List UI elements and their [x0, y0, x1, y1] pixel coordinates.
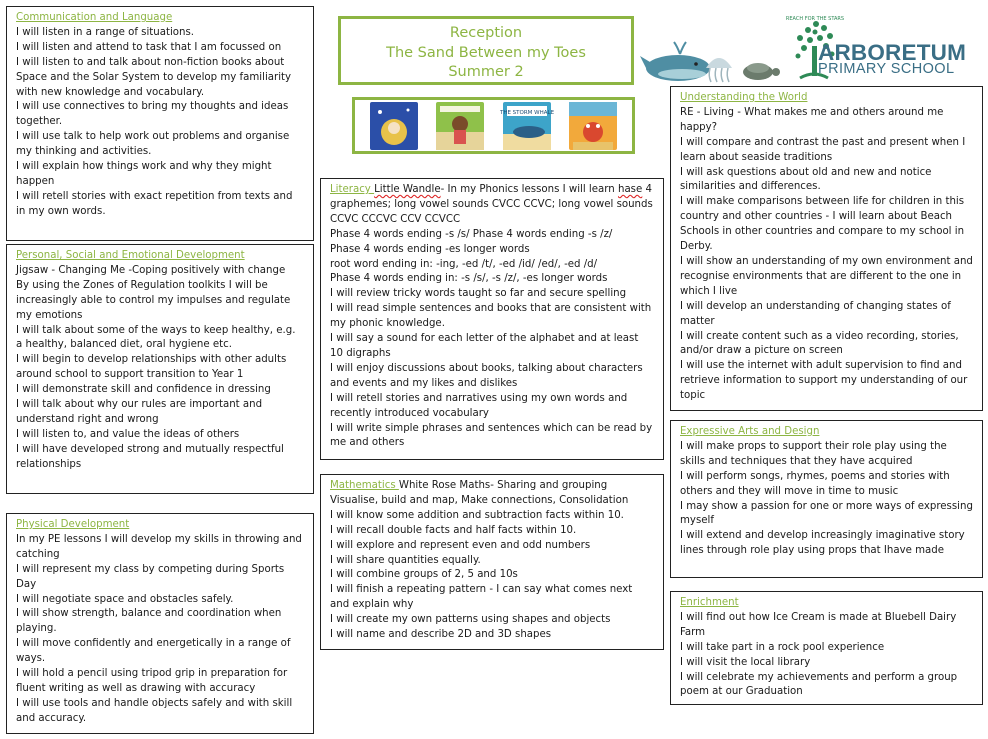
psed-heading: Personal, Social and Emotional Development	[16, 250, 245, 261]
list-item: Phase 4 words ending -es longer words	[330, 243, 530, 255]
book-cover-4-art-icon	[569, 102, 617, 150]
list-item: I will recall double facts and half facts within 10.	[330, 524, 577, 536]
literacy-intro-a: Little Wandle	[374, 184, 441, 195]
literacy-panel	[320, 178, 664, 460]
page-title	[338, 16, 634, 85]
physical-development-panel	[6, 513, 314, 734]
list-item: I will show strength, balance and coordination when playing.	[16, 608, 282, 635]
list-item: I will use talk to help work out problems and organise my thinking and activities.	[16, 131, 290, 158]
list-item: I will review tricky words taught so far and secure spelling	[330, 288, 627, 300]
book-cover-2	[436, 102, 484, 150]
list-item: I will move confidently and energetically in a range of ways.	[16, 638, 291, 665]
list-item: Jigsaw - Changing Me -Coping positively with change	[16, 264, 286, 276]
list-item: I will begin to develop relationships with other adults around school to support transition to Year 1	[16, 354, 287, 381]
literacy-heading: Literacy	[330, 184, 375, 195]
communication-language-panel	[6, 6, 314, 241]
list-item: Phase 4 words ending in: -s /s/, -s /z/, -es longer words	[330, 273, 608, 285]
understanding-world-panel	[670, 86, 983, 411]
book-cover-3-art-icon	[499, 102, 554, 150]
logo-tagline: REACH FOR THE STARS	[785, 16, 845, 22]
list-item: I will celebrate my achievements and perform a group poem at our Graduation	[680, 671, 958, 698]
list-item: I will know some addition and subtraction facts within 10.	[330, 509, 624, 521]
expressive-arts-panel	[670, 420, 983, 578]
list-item: I will make comparisons between life for children in this country and other countries - I will learn about Beach Schools in other countries and compare to my school in Derby.	[680, 196, 965, 253]
list-item: I will combine groups of 2, 5 and 10s	[330, 569, 518, 581]
list-item: I will take part in a rock pool experience	[680, 641, 885, 653]
enrichment-heading: Enrichment	[680, 597, 739, 608]
list-item: I will create content such as a video recording, stories, and/or draw a picture on screen	[680, 330, 959, 357]
list-item: By using the Zones of Regulation toolkits I will be increasingly able to control my impulses and regulate my emotions	[16, 279, 291, 321]
physical-heading: Physical Development	[16, 519, 130, 530]
list-item: I will represent my class by competing during Sports Day	[16, 563, 285, 590]
list-item: I will listen to and talk about non-fiction books about Space and the Solar System to develop my familiarity with new knowledge and vocabulary.	[16, 56, 292, 98]
list-item: I will use the internet with adult supervision to find and retrieve information to support my understanding of our topic	[680, 360, 968, 402]
mathematics-panel	[320, 474, 664, 650]
list-item: I will name and describe 2D and 3D shapes	[330, 629, 552, 641]
list-item: I will retell stories with exact repetition from texts and in my own words.	[16, 190, 293, 217]
list-item: I will create my own patterns using shapes and objects	[330, 614, 611, 626]
book-cover-4	[569, 102, 617, 150]
list-item: I will use connectives to bring my thoughts and ideas together.	[16, 101, 289, 128]
book-cover-3-title: THE STORM WHALE	[499, 109, 554, 116]
list-item: I will ask questions about old and new and notice similarities and differences.	[680, 166, 932, 193]
list-item: I will finish a repeating pattern - I can say what comes next and explain why	[330, 584, 633, 611]
list-item: I will explain how things work and why they might happen	[16, 161, 272, 187]
list-item: I will listen to, and value the ideas of others	[16, 428, 240, 440]
list-item: RE - Living - What makes me and others around me happy?	[680, 106, 944, 133]
list-item: I will use tools and handle objects safely and with skill and accuracy.	[16, 697, 293, 724]
list-item: I will visit the local library	[680, 656, 811, 668]
book-cover-1	[370, 102, 418, 150]
list-item: I will compare and contrast the past and present when I learn about seaside traditions	[680, 136, 966, 163]
list-item: In my PE lessons I will develop my skills in throwing and catching	[16, 533, 302, 560]
list-item: I will develop an understanding of changing states of matter	[680, 300, 951, 327]
list-item: I will write simple phrases and sentences which can be read by me and others	[330, 422, 653, 449]
list-item: I will explore and represent even and odd numbers	[330, 539, 591, 551]
list-item: I may show a passion for one or more ways of expressing myself	[680, 500, 973, 527]
literacy-intro-b: - In my Phonics lessons I will learn	[440, 184, 618, 195]
book-cover-1-art-icon	[370, 102, 418, 150]
list-item: I will share quantities equally.	[330, 554, 481, 566]
logo-school-subtitle: PRIMARY SCHOOL	[818, 61, 955, 77]
communication-heading: Communication and Language	[16, 12, 173, 23]
list-item: I will talk about why our rules are important and understand right and wrong	[16, 399, 263, 425]
list-item: I will retell stories and narratives using my own words and recently introduced vocabulary	[330, 392, 628, 419]
list-item: I will read simple sentences and books that are consistent with my phonic knowledge.	[330, 303, 652, 330]
list-item: I will have developed strong and mutually respectful relationships	[16, 443, 284, 470]
list-item: I will perform songs, rhymes, poems and stories with others and they will move in time to music	[680, 470, 950, 497]
list-item: I will enjoy discussions about books, talking about characters and events and my likes and dislikes	[330, 362, 643, 389]
title-line-2: The Sand Between my Toes	[386, 44, 586, 61]
list-item: I will say a sound for each letter of the alphabet and at least 10 digraphs	[330, 333, 639, 359]
list-item: I will show an understanding of my own environment and recognise environments that are different to the one in which I live	[680, 255, 973, 297]
literacy-intro-d: 4 graphemes; long vowel sounds CVCC CCVC; long vowel sounds CCVC CCCVC CCV CCVCC	[330, 184, 653, 225]
literacy-intro-c: hase	[617, 184, 643, 195]
maths-heading: Mathematics	[330, 480, 399, 491]
list-item: I will make props to support their role play using the skills and techniques that they have acquired	[680, 440, 947, 467]
arts-heading: Expressive Arts and Design	[680, 426, 820, 437]
maths-intro: White Rose Maths- Sharing and grouping Visualise, build and map, Make connections, Consolidation	[330, 480, 629, 506]
world-heading: Understanding the World	[680, 92, 808, 103]
list-item: Phase 4 words ending -s /s/ Phase 4 words ending -s /z/	[330, 228, 613, 240]
list-item: I will demonstrate skill and confidence in dressing	[16, 384, 271, 396]
title-line-3: Summer 2	[448, 64, 524, 80]
book-cover-2-art-icon	[436, 102, 484, 150]
book-covers-strip	[352, 97, 635, 154]
list-item: I will extend and develop increasingly imaginative story lines through role play using props that Ihave made	[680, 530, 965, 557]
psed-panel	[6, 244, 314, 494]
list-item: I will find out how Ice Cream is made at Bluebell Dairy Farm	[680, 611, 957, 638]
list-item: I will talk about some of the ways to keep healthy, e.g. a healthy, balanced diet, oral hygiene etc.	[16, 324, 296, 351]
title-line-1: Reception	[449, 25, 523, 41]
list-item: I will hold a pencil using tripod grip in preparation for fluent writing as well as drawing with accuracy	[16, 668, 288, 694]
list-item: root word ending in: -ing, -ed /t/, -ed /id/ /ed/, -ed /d/	[330, 258, 598, 270]
book-cover-3	[499, 102, 554, 150]
logo-school-name: ARBORETUM	[818, 40, 967, 65]
enrichment-panel	[670, 591, 983, 705]
list-item: I will listen in a range of situations.	[16, 26, 195, 38]
list-item: I will listen and attend to task that I am focussed on	[16, 41, 282, 53]
list-item: I will negotiate space and obstacles safely.	[16, 593, 234, 605]
